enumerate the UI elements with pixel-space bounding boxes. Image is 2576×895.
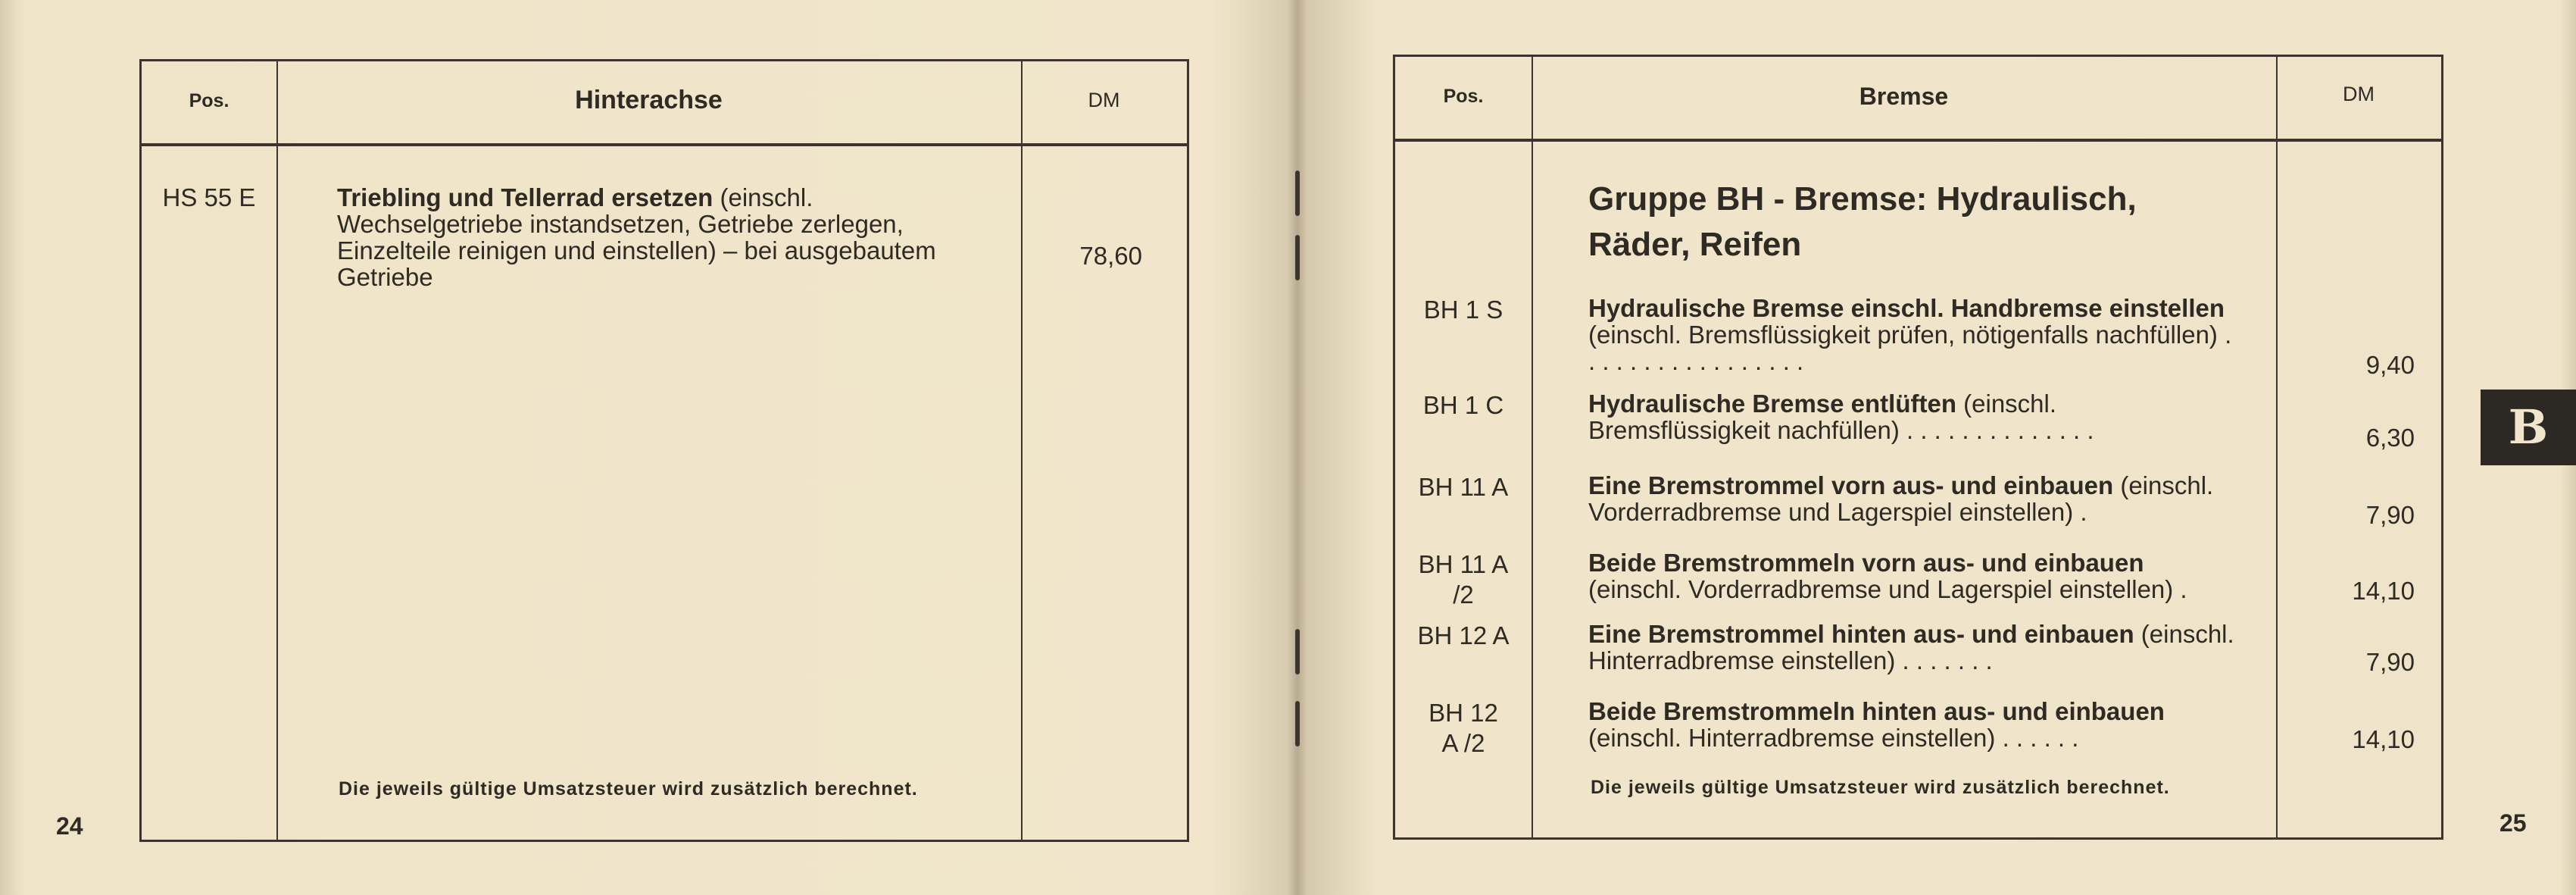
row-description [337, 184, 988, 290]
row-pos: BH 11 A /2 [1418, 550, 1509, 609]
row-pos: BH 1 S [1423, 296, 1503, 324]
row-pos: BH 11 A [1418, 473, 1509, 501]
row-details: (einschl. Bremsflüssigkeit prüfen, nötigenfalls nachfüllen) . . . . . . . . . . . . . . . . . [1588, 321, 2232, 375]
header-dm: DM [1088, 89, 1120, 111]
price-table-hinterachse [139, 59, 1189, 842]
row-title: Hydraulische Bremse einschl. Handbremse einstellen [1588, 294, 2225, 322]
row-description [1588, 621, 2240, 674]
column-divider [1532, 57, 1533, 837]
row-price: 14,10 [2352, 577, 2415, 605]
column-divider [276, 61, 278, 840]
page-number: 24 [56, 812, 83, 840]
row-price: 7,90 [2365, 648, 2415, 676]
row-details: (einschl. Bremsflüssigkeit nachfüllen) . . . . . . . . . . . . . . [1588, 390, 2094, 444]
row-title: Beide Bremstrommeln vorn aus- und einbauen [1588, 549, 2144, 577]
row-title: Hydraulische Bremse entlüften [1588, 390, 1956, 418]
row-description [1588, 295, 2240, 374]
row-pos: HS 55 E [162, 183, 256, 211]
row-price: 6,30 [2365, 424, 2415, 452]
header-divider [142, 143, 1187, 146]
section-tab-b: B [2481, 390, 2576, 465]
row-details: (einschl. Hinterradbremse einstellen) . . . . . . . [1588, 620, 2234, 674]
row-details: (einschl. Vorderradbremse und Lagerspiel einstellen) . [1588, 471, 2214, 526]
row-title: Beide Bremstrommeln hinten aus- und einbauen [1588, 697, 2165, 725]
row-pos: BH 1 C [1422, 391, 1504, 419]
row-details: (einschl. Vorderradbremse und Lagerspiel einstellen) . [1588, 575, 2187, 603]
row-price: 14,10 [2352, 725, 2415, 753]
row-description [1588, 549, 2240, 602]
header-dm: DM [2343, 83, 2375, 105]
price-table-bremse [1393, 55, 2443, 840]
header-divider [1395, 139, 2441, 142]
row-details: (einschl. Wechselgetriebe instandsetzen, Getriebe zerlegen, Einzelteile reinigen und einstellen) – bei ausgebautem Getriebe [337, 183, 936, 291]
row-price: 7,90 [2365, 501, 2415, 529]
row-title: Triebling und Tellerrad ersetzen [337, 183, 713, 211]
row-title: Eine Bremstrommel vorn aus- und einbauen [1588, 471, 2114, 499]
staple-mark [1295, 235, 1300, 280]
staple-mark [1295, 171, 1300, 216]
staple-mark [1295, 629, 1300, 674]
tax-footnote: Die jeweils gültige Umsatzsteuer wird zusätzlich berechnet. [1591, 777, 2170, 798]
header-title: Bremse [1859, 83, 1949, 110]
tax-footnote: Die jeweils gültige Umsatzsteuer wird zusätzlich berechnet. [339, 778, 918, 800]
row-title: Eine Bremstrommel hinten aus- und einbauen [1588, 620, 2134, 648]
row-price: 78,60 [1079, 242, 1142, 270]
header-pos: Pos. [1443, 86, 1484, 107]
row-description [1588, 390, 2240, 443]
column-divider [1021, 61, 1023, 840]
staple-mark [1295, 701, 1300, 746]
row-details: (einschl. Hinterradbremse einstellen) . . . . . . [1588, 724, 2079, 752]
group-title: Gruppe BH - Bremse: Hydraulisch, Räder, Reifen [1588, 180, 2137, 263]
row-price: 9,40 [2365, 351, 2415, 379]
row-description [1588, 472, 2240, 525]
row-description [1588, 698, 2240, 751]
page-number: 25 [2500, 809, 2527, 837]
row-pos: BH 12 A [1417, 621, 1510, 649]
header-title: Hinterachse [575, 86, 723, 114]
row-pos: BH 12 A /2 [1429, 699, 1498, 757]
header-pos: Pos. [189, 90, 229, 111]
